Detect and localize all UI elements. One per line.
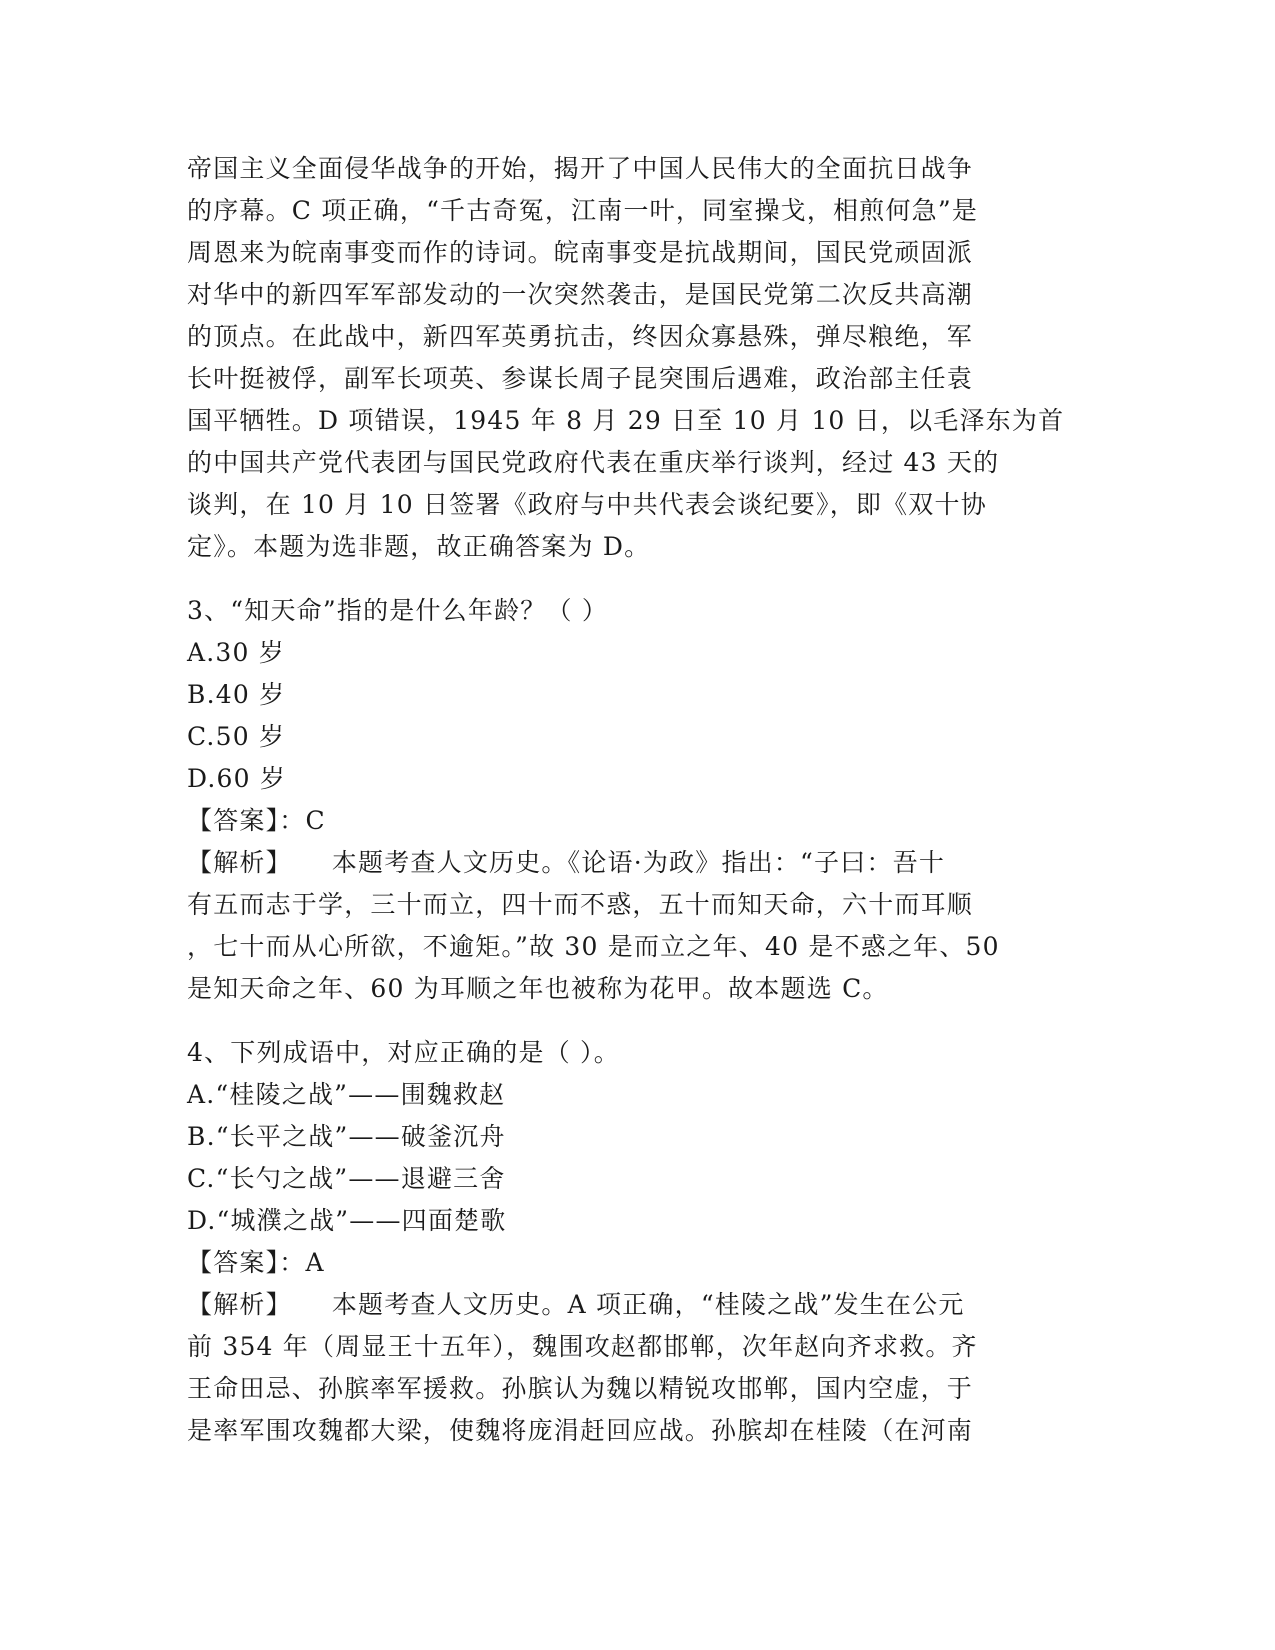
analysis-line: ，七十而从心所欲，不逾矩。”故 30 是而立之年、40 是不惑之年、50: [187, 932, 1000, 961]
text-line: 国平牺牲。D 项错误，1945 年 8 月 29 日至 10 月 10 日，以毛泽东为首: [187, 406, 1065, 435]
analysis-line: 是知天命之年、60 为耳顺之年也被称为花甲。故本题选 C。: [187, 974, 889, 1003]
answer-value: C: [305, 806, 326, 835]
text-line: 长叶挺被俘，副军长项英、参谋长周子昆突围后遇难，政治部主任袁: [187, 364, 974, 393]
analysis-line: 王命田忌、孙膑率军援救。孙膑认为魏以精锐攻邯郸，国内空虚，于: [187, 1374, 974, 1403]
answer-value: A: [305, 1248, 325, 1277]
question-stem: 3、“知天命”指的是什么年龄？（ ）: [187, 596, 609, 625]
answer-label: 【答案】：: [187, 1248, 306, 1277]
option-b: B.“长平之战”——破釜沉舟: [187, 1122, 506, 1151]
text-line: 谈判，在 10 月 10 日签署《政府与中共代表会谈纪要》，即《双十协: [187, 490, 987, 519]
option-c: C.50 岁: [187, 722, 286, 751]
analysis-first-line: [187, 1284, 1087, 1326]
option-a: A.“桂陵之战”——围魏救赵: [187, 1080, 506, 1109]
prev-question-explanation: [187, 148, 1087, 568]
page-content: [187, 148, 1087, 1474]
analysis-first-line: [187, 842, 1087, 884]
analysis-text: 本题考查人文历史。《论语·为政》指出：“子曰：吾十: [331, 848, 946, 877]
text-line: 的序幕。C 项正确，“千古奇冤，江南一叶，同室操戈，相煎何急”是: [187, 196, 979, 225]
analysis-line: 前 354 年（周显王十五年），魏围攻赵都邯郸，次年赵向齐求救。齐: [187, 1332, 978, 1361]
text-line: 的中国共产党代表团与国民党政府代表在重庆举行谈判，经过 43 天的: [187, 448, 1000, 477]
question-stem: 4、下列成语中，对应正确的是（ ）。: [187, 1038, 620, 1067]
analysis-line: 是率军围攻魏都大梁，使魏将庞涓赶回应战。孙膑却在桂陵（在河南: [187, 1416, 974, 1445]
answer-line: [187, 800, 1087, 842]
analysis-label: 【解析】: [187, 1290, 292, 1319]
question-3: [187, 590, 1087, 1010]
text-line: 的顶点。在此战中，新四军英勇抗击，终因众寡悬殊，弹尽粮绝，军: [187, 322, 974, 351]
answer-label: 【答案】：: [187, 806, 306, 835]
option-d: D.“城濮之战”——四面楚歌: [187, 1206, 507, 1235]
analysis-text: 本题考查人文历史。A 项正确，“桂陵之战”发生在公元: [331, 1290, 965, 1319]
analysis-label: 【解析】: [187, 848, 292, 877]
text-line: 对华中的新四军军部发动的一次突然袭击，是国民党第二次反共高潮: [187, 280, 974, 309]
question-4: [187, 1032, 1087, 1452]
option-b: B.40 岁: [187, 680, 286, 709]
answer-line: [187, 1242, 1087, 1284]
option-d: D.60 岁: [187, 764, 287, 793]
text-line: 帝国主义全面侵华战争的开始，揭开了中国人民伟大的全面抗日战争: [187, 154, 974, 183]
text-line: 定》。本题为选非题，故正确答案为 D。: [187, 532, 651, 561]
option-a: A.30 岁: [187, 638, 285, 667]
analysis-line: 有五而志于学，三十而立，四十而不惑，五十而知天命，六十而耳顺: [187, 890, 974, 919]
text-line: 周恩来为皖南事变而作的诗词。皖南事变是抗战期间，国民党顽固派: [187, 238, 974, 267]
option-c: C.“长勺之战”——退避三舍: [187, 1164, 506, 1193]
